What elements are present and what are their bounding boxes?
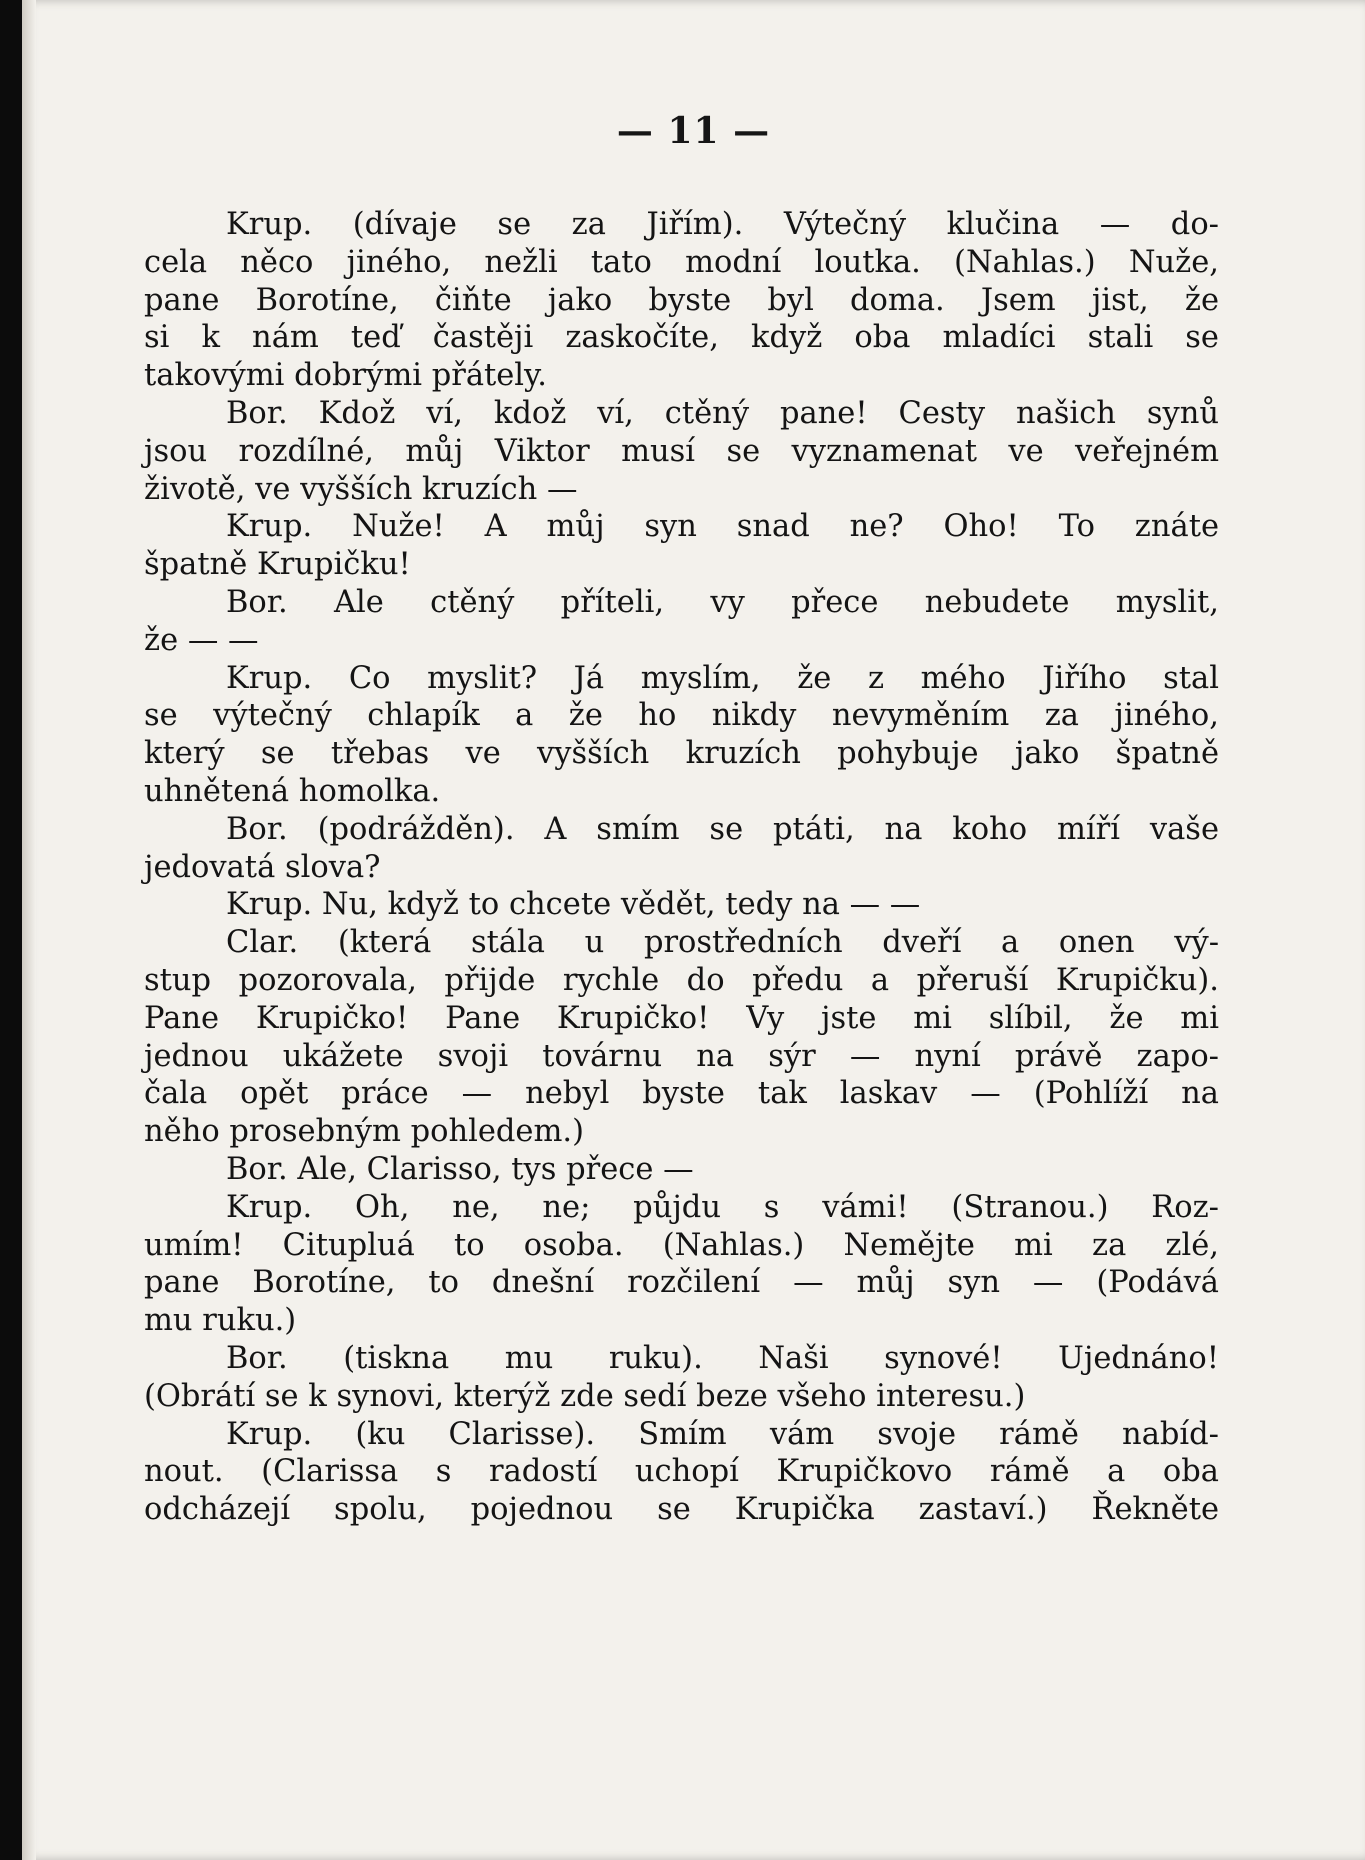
text-line: Krup. (dívaje se za Jiřím). Výtečný klučina — do-: [226, 207, 1219, 242]
text-line: Bor. (tiskna mu ruku). Naši synové! Ujednáno!: [226, 1340, 1219, 1376]
text-line: Bor. (podrážděn). A smím se ptáti, na koho míří vaše: [226, 811, 1219, 847]
text-line: špatně Krupičku!: [144, 547, 411, 583]
text-line: uhnětená homolka.: [144, 773, 441, 809]
text-line: Krup. Nu, když to chcete vědět, tedy na — —: [226, 887, 921, 923]
text-line: Krup. Oh, ne, ne; půjdu s vámi! (Stranou.) Roz-: [226, 1189, 1219, 1225]
text-line: čala opět práce — nebyl byste tak laskav — (Pohlíží na: [144, 1076, 1219, 1112]
text-line: že — —: [144, 622, 259, 658]
page-number: — 11 —: [616, 110, 771, 152]
text-line: jedovatá slova?: [144, 849, 381, 885]
text-line: jsou rozdílné, můj Viktor musí se vyznamenat ve veřejném: [144, 433, 1219, 469]
text-line: Clar. (která stála u prostředních dveří a onen vý-: [226, 925, 1219, 961]
text-line: Pane Krupičko! Pane Krupičko! Vy jste mi slíbil, že mi: [144, 1000, 1219, 1036]
text-line: Bor. Ale ctěný příteli, vy přece nebudete myslit,: [226, 584, 1219, 620]
text-line: jednou ukážete svoji továrnu na sýr — nyní právě zapo-: [144, 1038, 1219, 1074]
text-line: Krup. (ku Clarisse). Smím vám svoje rámě nabíd-: [226, 1416, 1219, 1452]
text-line: (Obrátí se k synovi, kterýž zde sedí beze všeho interesu.): [144, 1378, 1026, 1414]
binding-edge: [22, 0, 36, 1860]
text-line: takovými dobrými přátely.: [144, 358, 547, 394]
page-text: [144, 206, 1219, 1529]
book-page: [22, 0, 1365, 1860]
text-line: životě, ve vyšších kruzích —: [144, 471, 578, 507]
text-line: Bor. Ale, Clarisso, tys přece —: [226, 1151, 694, 1187]
text-line: mu ruku.): [144, 1303, 297, 1339]
text-line: si k nám teď častěji zaskočíte, když oba mladíci stali se: [144, 320, 1219, 356]
text-line: stup pozorovala, přijde rychle do předu a přeruší Krupičku).: [144, 962, 1219, 998]
text-line: pane Borotíne, čiňte jako byste byl doma. Jsem jist, že: [144, 282, 1219, 318]
text-line: Krup. Co myslit? Já myslím, že z mého Jiřího stal: [226, 660, 1219, 696]
text-line: cela něco jiného, nežli tato modní loutka. (Nahlas.) Nuže,: [144, 244, 1219, 280]
text-line: Krup. Nuže! A můj syn snad ne? Oho! To znáte: [226, 509, 1219, 545]
text-line: pane Borotíne, to dnešní rozčilení — můj syn — (Podává: [144, 1265, 1219, 1301]
text-line: nout. (Clarissa s radostí uchopí Krupičkovo rámě a oba: [144, 1454, 1219, 1490]
text-line: Bor. Kdož ví, kdož ví, ctěný pane! Cesty našich synů: [226, 395, 1219, 431]
text-line: umím! Citupluá to osoba. (Nahlas.) Nemějte mi za zlé,: [144, 1227, 1219, 1263]
text-line: něho prosebným pohledem.): [144, 1114, 585, 1150]
text-line: se výtečný chlapík a že ho nikdy nevyměním za jiného,: [144, 698, 1219, 734]
text-line: který se třebas ve vyšších kruzích pohybuje jako špatně: [144, 736, 1219, 772]
text-line: odcházejí spolu, pojednou se Krupička zastaví.) Řekněte: [144, 1492, 1219, 1528]
